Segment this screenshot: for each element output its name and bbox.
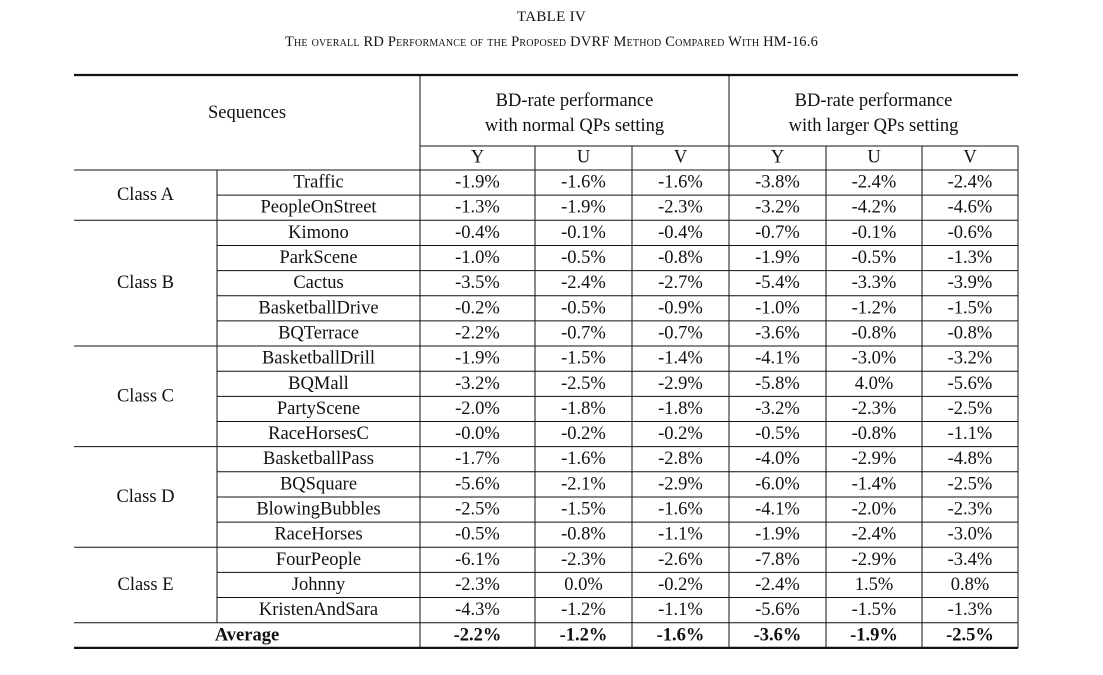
bd-rate-value: -2.4% <box>851 172 897 193</box>
bd-rate-value: -1.2% <box>851 298 897 319</box>
bd-rate-value: -2.3% <box>947 499 993 520</box>
bd-rate-value: -2.0% <box>851 499 897 520</box>
bd-rate-value: -1.6% <box>561 449 606 470</box>
bd-rate-value: -1.8% <box>658 398 703 419</box>
bd-rate-value: -0.5% <box>755 424 800 445</box>
bd-rate-value: -1.3% <box>947 248 993 269</box>
bd-rate-value: -2.5% <box>947 398 993 419</box>
bd-rate-value: 1.5% <box>854 574 894 595</box>
class-label: Class E <box>117 574 174 595</box>
sequence-name: Traffic <box>293 172 344 193</box>
bd-rate-value: -1.1% <box>947 424 993 445</box>
bd-rate-value: -2.1% <box>561 474 606 495</box>
bd-rate-value: -0.1% <box>561 222 606 243</box>
bd-rate-value: -1.7% <box>455 449 500 470</box>
average-value: -2.2% <box>453 625 502 646</box>
bd-rate-value: -2.9% <box>658 373 703 394</box>
sequence-name: BQSquare <box>279 474 358 495</box>
bd-rate-value: -3.0% <box>851 348 897 369</box>
sequence-name: KristenAndSara <box>258 600 379 621</box>
bd-rate-value: -1.9% <box>561 197 606 218</box>
table-caption: The overall RD Performance of the Proposed DVRF Method Compared With HM-16.6 <box>284 34 819 50</box>
bd-rate-value: -3.8% <box>755 172 800 193</box>
header-sequences: Sequences <box>207 103 287 123</box>
bd-rate-value: -0.9% <box>658 298 703 319</box>
bd-rate-value: -0.5% <box>455 524 500 545</box>
sequence-name: ParkScene <box>279 248 358 269</box>
bd-rate-value: -2.5% <box>561 373 606 394</box>
bd-rate-value: -2.9% <box>851 549 897 570</box>
bd-rate-value: -2.5% <box>947 474 993 495</box>
bd-rate-value: -5.8% <box>755 373 800 394</box>
bd-rate-value: -3.3% <box>851 273 897 294</box>
bd-rate-value: -4.1% <box>755 348 800 369</box>
bd-rate-value: -0.2% <box>455 298 500 319</box>
average-value: -1.2% <box>559 625 608 646</box>
bd-rate-value: -1.0% <box>455 248 500 269</box>
average-value: -1.6% <box>656 625 705 646</box>
bd-rate-value: -1.5% <box>561 348 606 369</box>
bd-rate-value: -0.2% <box>561 424 606 445</box>
bd-rate-value: -2.5% <box>455 499 500 520</box>
table-label: TABLE IV <box>516 9 587 25</box>
bd-rate-value: -4.0% <box>755 449 800 470</box>
sequence-name: PeopleOnStreet <box>260 197 377 218</box>
header-larger-qp-line2: with larger QPs setting <box>788 116 959 136</box>
bd-rate-value: -5.6% <box>755 600 800 621</box>
bd-rate-value: -5.6% <box>947 373 993 394</box>
bd-rate-value: -0.5% <box>561 248 606 269</box>
bd-rate-value: 0.8% <box>950 574 990 595</box>
bd-rate-value: -1.8% <box>561 398 606 419</box>
bd-rate-value: -1.5% <box>851 600 897 621</box>
class-label: Class C <box>116 386 175 407</box>
bd-rate-value: 0.0% <box>564 574 603 595</box>
bd-rate-value: -3.6% <box>755 323 800 344</box>
average-label: Average <box>214 625 280 646</box>
bd-rate-value: -3.9% <box>947 273 993 294</box>
header-channel-y: Y <box>770 147 785 168</box>
bd-rate-value: -1.0% <box>755 298 800 319</box>
bd-rate-value: -4.1% <box>755 499 800 520</box>
sequence-name: BasketballPass <box>263 449 374 470</box>
header-normal-qp-line1: BD-rate performance <box>495 91 654 111</box>
bd-rate-value: -1.2% <box>561 600 606 621</box>
bd-rate-value: -1.6% <box>561 172 606 193</box>
bd-rate-value: -2.2% <box>455 323 500 344</box>
sequence-name: Kimono <box>288 222 349 243</box>
bd-rate-value: -3.2% <box>947 348 993 369</box>
bd-rate-value: -4.3% <box>455 600 500 621</box>
sequence-name: BlowingBubbles <box>256 499 381 520</box>
bd-rate-value: -0.7% <box>755 222 800 243</box>
header-normal-qp-line2: with normal QPs setting <box>484 116 665 136</box>
bd-rate-value: -1.3% <box>455 197 500 218</box>
bd-rate-value: -2.9% <box>658 474 703 495</box>
bd-rate-value: -0.7% <box>561 323 606 344</box>
header-channel-u: U <box>867 147 881 168</box>
bd-rate-value: -1.9% <box>455 348 500 369</box>
bd-rate-value: -1.9% <box>755 524 800 545</box>
bd-rate-value: -0.8% <box>851 424 897 445</box>
bd-rate-value: -0.8% <box>561 524 606 545</box>
sequence-name: BQMall <box>288 373 349 394</box>
bd-rate-value: -1.3% <box>947 600 993 621</box>
average-value: -1.9% <box>850 625 898 646</box>
bd-rate-value: -3.2% <box>755 197 800 218</box>
bd-rate-value: -1.4% <box>658 348 703 369</box>
bd-rate-value: -0.0% <box>455 424 500 445</box>
bd-rate-value: -1.9% <box>755 248 800 269</box>
bd-rate-value: -4.2% <box>851 197 897 218</box>
bd-rate-value: -0.8% <box>947 323 993 344</box>
bd-rate-value: -0.4% <box>455 222 500 243</box>
bd-rate-value: -2.8% <box>658 449 703 470</box>
bd-rate-value: -1.5% <box>561 499 606 520</box>
bd-rate-value: -1.6% <box>658 499 703 520</box>
sequence-name: Johnny <box>291 574 346 595</box>
bd-rate-value: -1.4% <box>851 474 897 495</box>
bd-rate-value: -1.5% <box>947 298 993 319</box>
class-label: Class A <box>116 185 175 206</box>
sequence-name: Cactus <box>293 273 344 294</box>
bd-rate-value: -2.6% <box>658 549 703 570</box>
bd-rate-value: -0.4% <box>658 222 703 243</box>
header-larger-qp-line1: BD-rate performance <box>794 91 953 111</box>
bd-rate-value: -0.7% <box>658 323 703 344</box>
bd-rate-value: -0.1% <box>851 222 897 243</box>
bd-rate-value: -3.2% <box>755 398 800 419</box>
sequence-name: RaceHorsesC <box>268 424 369 445</box>
bd-rate-value: -7.8% <box>755 549 800 570</box>
bd-rate-value: -2.4% <box>755 574 800 595</box>
bd-rate-value: -6.0% <box>755 474 800 495</box>
class-label: Class B <box>116 273 175 294</box>
bd-rate-value: -2.4% <box>947 172 993 193</box>
sequence-name: BasketballDrill <box>261 348 376 369</box>
average-value: -2.5% <box>946 625 994 646</box>
average-value: -3.6% <box>753 625 802 646</box>
bd-rate-value: -2.3% <box>561 549 606 570</box>
header-channel-u: U <box>576 147 591 168</box>
bd-rate-value: -2.9% <box>851 449 897 470</box>
bd-rate-value: -1.1% <box>658 524 703 545</box>
bd-rate-value: -1.1% <box>658 600 703 621</box>
bd-rate-value: -2.3% <box>455 574 500 595</box>
sequence-name: FourPeople <box>275 549 362 570</box>
sequence-name: BQTerrace <box>278 323 359 344</box>
bd-rate-value: -2.3% <box>851 398 897 419</box>
bd-rate-value: -0.8% <box>658 248 703 269</box>
bd-rate-value: -3.0% <box>947 524 993 545</box>
bd-rate-value: -0.2% <box>658 574 703 595</box>
bd-rate-value: -3.5% <box>455 273 500 294</box>
bd-rate-value: 4.0% <box>854 373 894 394</box>
header-channel-v: V <box>673 147 688 168</box>
bd-rate-value: -3.2% <box>455 373 500 394</box>
bd-rate-value: -0.2% <box>658 424 703 445</box>
bd-rate-value: -0.8% <box>851 323 897 344</box>
class-label: Class D <box>116 486 175 507</box>
bd-rate-value: -2.4% <box>561 273 606 294</box>
bd-rate-value: -2.3% <box>658 197 703 218</box>
bd-rate-value: -2.4% <box>851 524 897 545</box>
bd-rate-value: -5.4% <box>755 273 800 294</box>
sequence-name: BasketballDrive <box>258 298 379 319</box>
bd-rate-value: -2.0% <box>455 398 500 419</box>
bd-rate-value: -4.8% <box>947 449 993 470</box>
bd-rate-value: -2.7% <box>658 273 703 294</box>
bd-rate-value: -0.5% <box>851 248 897 269</box>
bd-rate-value: -6.1% <box>455 549 500 570</box>
sequence-name: PartyScene <box>276 398 361 419</box>
bd-rate-value: -1.9% <box>455 172 500 193</box>
bd-rate-value: -0.5% <box>561 298 606 319</box>
bd-rate-value: -0.6% <box>947 222 993 243</box>
bd-rate-value: -4.6% <box>947 197 993 218</box>
sequence-name: RaceHorses <box>274 524 363 545</box>
header-channel-v: V <box>963 147 977 168</box>
header-channel-y: Y <box>470 147 485 168</box>
bd-rate-value: -5.6% <box>455 474 500 495</box>
bd-rate-value: -1.6% <box>658 172 703 193</box>
bd-rate-value: -3.4% <box>947 549 993 570</box>
